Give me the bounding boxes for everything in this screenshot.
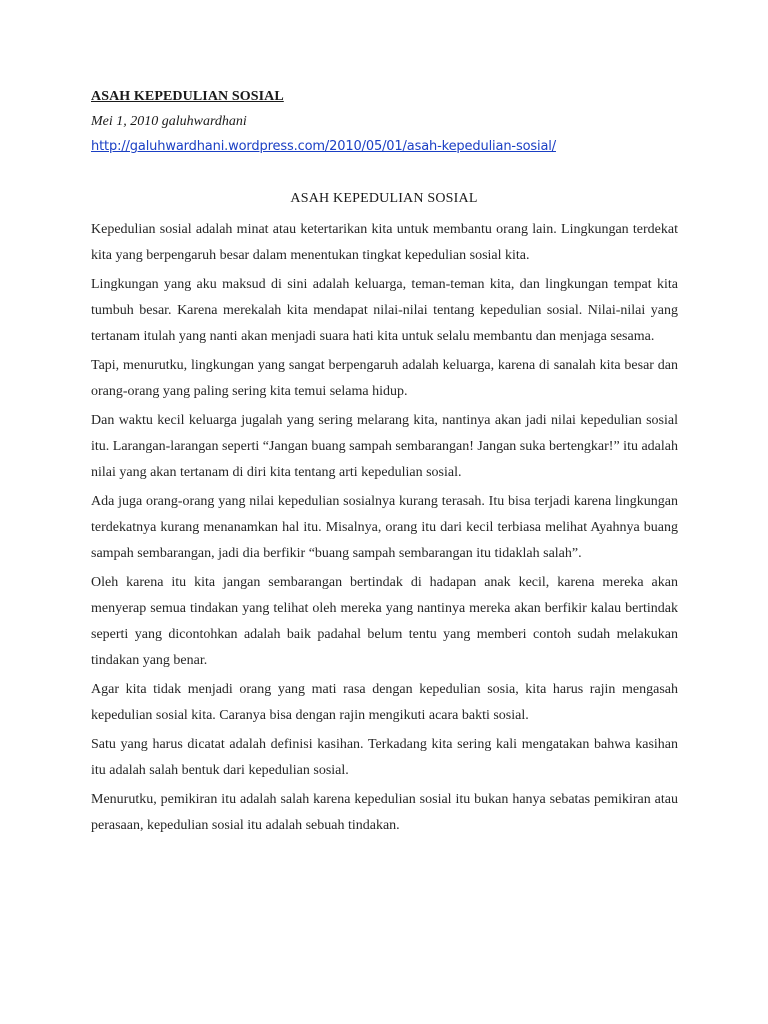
post-date-author: Mei 1, 2010 galuhwardhani bbox=[91, 114, 247, 129]
paragraph: Lingkungan yang aku maksud di sini adalah keluarga, teman-teman kita, dan lingkungan tempat kita tumbuh besar. Karena merekalah kita mendapat nilai-nilai tentang kepedulian sosial. Nilai-nilai yang tertanam itulah yang nanti akan menjadi suara hati kita untuk selalu membantu dan menjaga sesama. bbox=[91, 277, 678, 344]
paragraph: Agar kita tidak menjadi orang yang mati rasa dengan kepedulian sosia, kita harus rajin mengasah kepedulian sosial kita. Caranya bisa dengan rajin mengikuti acara bakti sosial. bbox=[91, 682, 678, 723]
source-link[interactable]: http://galuhwardhani.wordpress.com/2010/05/01/asah-kepedulian-sosial/ bbox=[91, 139, 556, 154]
paragraph: Oleh karena itu kita jangan sembarangan bertindak di hadapan anak kecil, karena mereka akan menyerap semua tindakan yang telihat oleh mereka yang nantinya mereka akan berfikir kalau bertindak seperti yang dicontohkan adalah baik padahal belum tentu yang memberi contoh sudah melakukan tindakan yang benar. bbox=[91, 575, 678, 668]
paragraph: Menurutku, pemikiran itu adalah salah karena kepedulian sosial itu bukan hanya sebatas pemikiran atau perasaan, kepedulian sosial itu adalah sebuah tindakan. bbox=[91, 792, 678, 833]
paragraph: Kepedulian sosial adalah minat atau ketertarikan kita untuk membantu orang lain. Lingkungan terdekat kita yang berpengaruh besar dalam menentukan tingkat kepedulian sosial kita. bbox=[91, 222, 678, 263]
paragraph: Dan waktu kecil keluarga jugalah yang sering melarang kita, nantinya akan jadi nilai kepedulian sosial itu. Larangan-larangan seperti “Jangan buang sampah sembarangan! Jangan suka bertengkar!” itu adalah nilai yang akan tertanam di diri kita tentang arti kepedulian sosial. bbox=[91, 413, 678, 480]
paragraph: Ada juga orang-orang yang nilai kepedulian sosialnya kurang terasah. Itu bisa terjadi karena lingkungan terdekatnya kurang menanamkan hal itu. Misalnya, orang itu dari kecil terbiasa melihat Ayahnya buang sampah sembarangan, jadi dia berfikir “buang sampah sembarangan itu tidaklah salah”. bbox=[91, 494, 678, 561]
document-title: ASAH KEPEDULIAN SOSIAL bbox=[91, 89, 284, 104]
article-heading: ASAH KEPEDULIAN SOSIAL bbox=[290, 191, 478, 206]
paragraph: Tapi, menurutku, lingkungan yang sangat berpengaruh adalah keluarga, karena di sanalah kita besar dan orang-orang yang paling sering kita temui selama hidup. bbox=[91, 358, 678, 399]
article-body bbox=[91, 217, 678, 842]
paragraph: Satu yang harus dicatat adalah definisi kasihan. Terkadang kita sering kali mengatakan bahwa kasihan itu adalah salah bentuk dari kepedulian sosial. bbox=[91, 737, 678, 778]
